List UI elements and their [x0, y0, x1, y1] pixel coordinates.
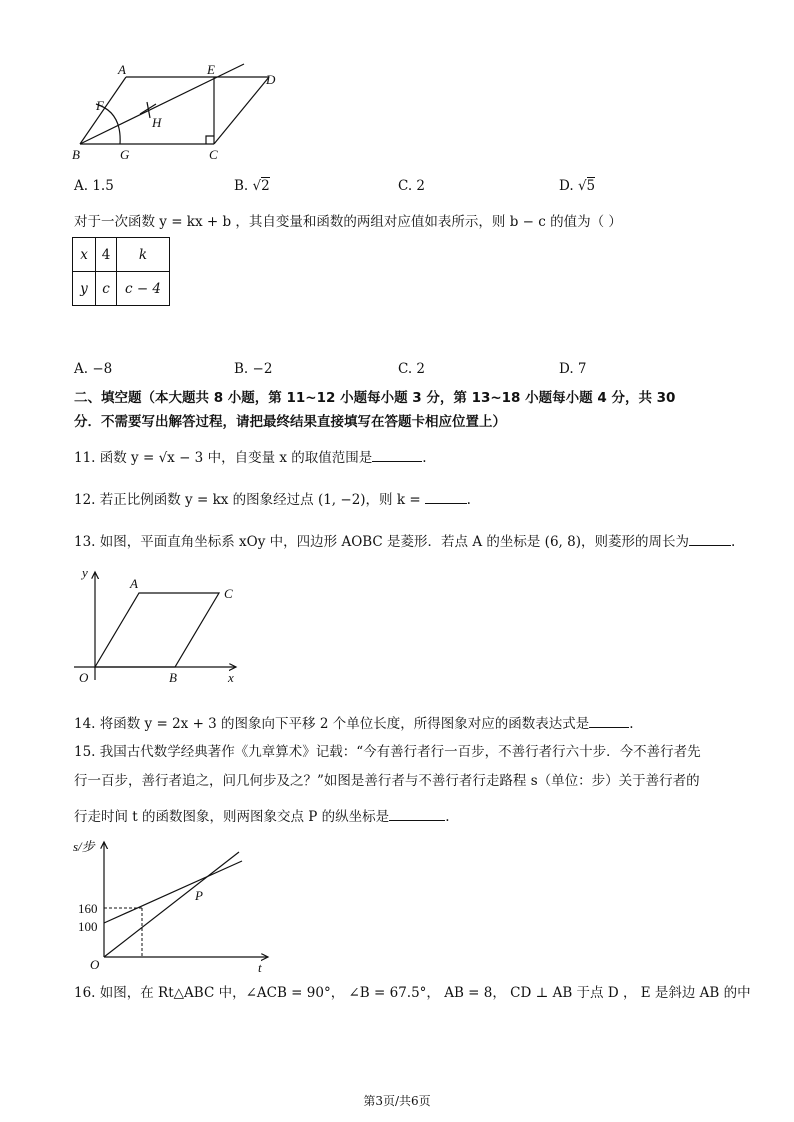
q10-option-b: B. −2 [234, 361, 273, 377]
q9-parallelogram-figure [70, 60, 290, 170]
label-100: 100 [78, 919, 98, 934]
label-y: y [82, 565, 88, 580]
q13-question [74, 531, 735, 552]
q10-option-a: A. −8 [74, 361, 113, 377]
table-row [73, 238, 170, 272]
label-D: D [266, 72, 276, 87]
sqrt-icon: √ [252, 178, 262, 194]
q15-text: 行走时间 t 的函数图象，则两图象交点 P 的纵坐标是 [74, 809, 390, 825]
q10-option-d: D. 7 [559, 361, 587, 377]
right-angle-mark [206, 136, 214, 144]
q15-answer-blank[interactable] [389, 806, 445, 821]
label-P: P [195, 888, 203, 903]
q14-period: . [629, 716, 634, 732]
rhombus-AOBC [95, 593, 219, 667]
q15-line3 [74, 806, 449, 827]
ray-BE [80, 64, 244, 144]
edge-CD [214, 77, 269, 144]
q15-graph-figure [70, 834, 280, 976]
q12-period: . [466, 492, 471, 508]
page-footer: 第3页/共6页 [363, 1094, 431, 1108]
table-cell: x [73, 238, 96, 272]
q9-option-a: A. 1.5 [74, 178, 114, 194]
label-s-axis: s/步 [73, 839, 95, 854]
q10-value-table [72, 237, 170, 306]
q13-text: 13. 如图，平面直角坐标系 xOy 中，四边形 AOBC 是菱形．若点 A 的坐标是 (6, 8)，则菱形的周长为 [74, 534, 689, 550]
table-cell: c − 4 [117, 272, 170, 306]
q12-text: 12. 若正比例函数 y = kx 的图象经过点 (1, −2)，则 k = [74, 492, 421, 508]
table-cell: k [117, 238, 170, 272]
label-B: B [169, 670, 177, 685]
label-F: F [96, 98, 104, 113]
label-x: x [228, 670, 234, 685]
label-A: A [130, 576, 138, 591]
q15-line2: 行一百步，善行者追之，问几何步及之？”如图是善行者与不善行者行走路程 s（单位：步）关于善行者的 [74, 773, 700, 789]
table-cell: y [73, 272, 96, 306]
q10-option-c: C. 2 [398, 361, 426, 377]
section2-heading-line2: 分．不需要写出解答过程，请把最终结果直接填写在答题卡相应位置上） [74, 414, 506, 430]
q14-answer-blank[interactable] [589, 713, 629, 728]
q15-period: . [445, 809, 450, 825]
table-cell: c [96, 272, 117, 306]
line-good-walker [104, 852, 239, 957]
sqrt-icon: √ [577, 178, 587, 194]
q14-text: 14. 将函数 y = 2x + 3 的图象向下平移 2 个单位长度，所得图象对应的函数表达式是 [74, 716, 590, 732]
q11-question [74, 447, 427, 468]
line-slow-walker [104, 861, 242, 923]
q13-rhombus-figure [70, 562, 260, 692]
q9-option-d-prefix: D. [559, 178, 574, 194]
q9-option-b-value: 2 [261, 178, 270, 194]
label-H: H [152, 115, 162, 130]
table-cell: 4 [96, 238, 117, 272]
table-row [73, 272, 170, 306]
label-160: 160 [78, 901, 98, 916]
q11-answer-blank[interactable] [372, 447, 422, 462]
q12-answer-blank[interactable] [425, 489, 467, 504]
q9-option-d-value: 5 [586, 178, 596, 194]
q15-line1: 15. 我国古代数学经典著作《九章算术》记载：“今有善行者行一百步，不善行者行六十步．今不善行者先 [74, 744, 701, 760]
label-O: O [79, 670, 89, 685]
q9-option-b [234, 178, 270, 194]
q16-question: 16. 如图，在 Rt△ABC 中，∠ACB = 90°， ∠B = 67.5°， AB = 8， CD ⊥ AB 于点 D ， E 是斜边 AB 的中 [74, 985, 751, 1001]
label-G: G [120, 147, 130, 162]
section2-heading-line1: 二、填空题（本大题共 8 小题，第 11~12 小题每小题 3 分，第 13~18 小题每小题 4 分，共 30 [74, 390, 676, 406]
label-t: t [258, 960, 262, 975]
q13-period: . [730, 534, 736, 550]
q11-text: 11. 函数 y = √x − 3 中，自变量 x 的取值范围是 [74, 450, 373, 466]
label-C: C [209, 147, 218, 162]
q9-option-d [559, 178, 595, 194]
q12-question [74, 489, 471, 510]
label-B: B [72, 147, 80, 162]
q10-question: 对于一次函数 y = kx + b ，其自变量和函数的两组对应值如表所示，则 b − c 的值为（ ） [74, 214, 622, 230]
label-E: E [207, 62, 215, 77]
label-O: O [90, 957, 100, 972]
q14-question [74, 713, 634, 734]
q9-option-b-prefix: B. [234, 178, 249, 194]
q11-period: . [422, 450, 427, 466]
q13-answer-blank[interactable] [689, 531, 731, 546]
q9-option-c: C. 2 [398, 178, 426, 194]
label-C: C [224, 586, 233, 601]
label-A: A [118, 62, 126, 77]
